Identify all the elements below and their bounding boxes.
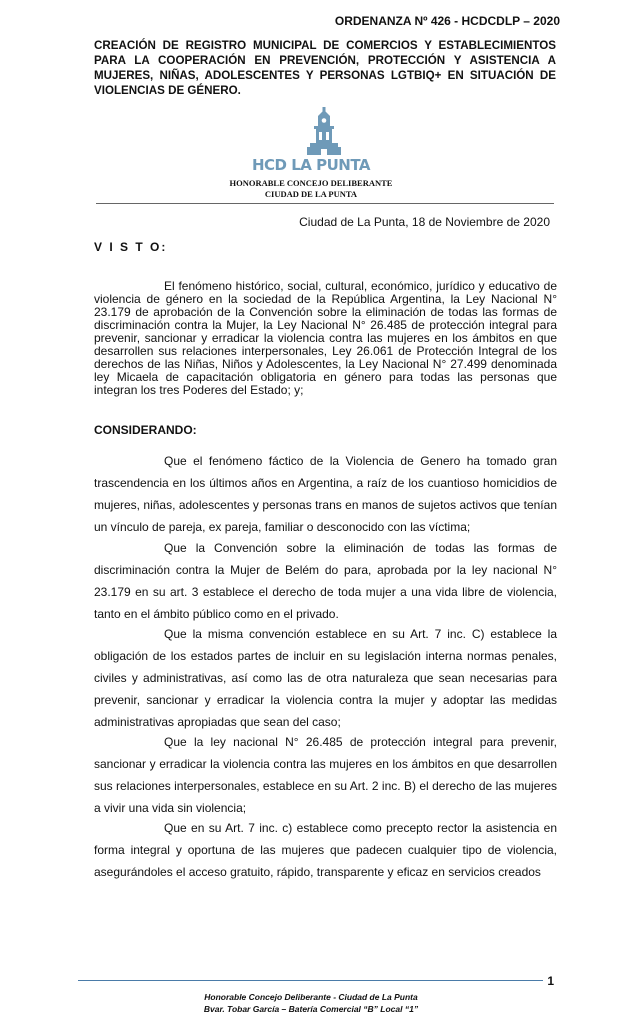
document-date: Ciudad de La Punta, 18 de Noviembre de 2020 bbox=[299, 215, 550, 229]
hcd-tower-logo-icon bbox=[305, 107, 343, 155]
hcd-logo-text: HCD LA PUNTA bbox=[251, 156, 371, 174]
ordinance-number: ORDENANZA Nº 426 - HCDCDLP – 2020 bbox=[334, 14, 560, 28]
considerando-paragraph: Que la misma convención establece en su Art. 7 inc. C) establece la obligación de los estados partes de incluir en su legislación interna normas penales, civiles y administrativas, así como las de otra naturaleza que sean necesarias para prevenir, sancionar y erradicar la violencia contra la mujer y adoptar las medidas administrativas apropiadas que sean del caso; bbox=[94, 627, 557, 729]
footer-divider bbox=[78, 980, 543, 981]
institution-city: CIUDAD DE LA PUNTA bbox=[264, 189, 358, 199]
footer-address: Bvar. Tobar García – Batería Comercial “B” Local “1” bbox=[203, 1004, 419, 1014]
document-title: CREACIÓN DE REGISTRO MUNICIPAL DE COMERCIOS Y ESTABLECIMIENTOS PARA LA COOPERACIÓN EN PREVENCIÓN, PROTECCIÓN Y ASISTENCIA A MUJERES, NIÑAS, ADOLESCENTES Y PERSONAS LGTBIQ+ EN SITUACIÓN DE VIOLENCIAS DE GÉNERO. bbox=[94, 39, 556, 97]
considerando-paragraph: Que la ley nacional N° 26.485 de protección integral para prevenir, sancionar y erradicar la violencia contra las mujeres en los ámbitos en que desarrollen sus relaciones interpersonales, establece en su Art. 2 inc. B) el derecho de las mujeres a vivir una vida sin violencia; bbox=[94, 735, 557, 815]
considerando-paragraph: Que el fenómeno fáctico de la Violencia de Genero ha tomado gran trascendencia en los últimos años en Argentina, a raíz de los cuantioso homicidios de mujeres, niñas, adolescentes y personas trans en manos de sujetos activos que tenían un vínculo de pareja, ex pareja, familiar o desconocido con las víctima; bbox=[94, 454, 557, 534]
considerando-heading: CONSIDERANDO: bbox=[94, 423, 197, 437]
considerando-paragraph: Que la Convención sobre la eliminación de todas las formas de discriminación contra la Mujer de Belém do para, aprobada por la ley nacional N° 23.179 en su art. 3 establece el derecho de toda mujer a una vida libre de violencia, tanto en el ámbito público como en el privado. bbox=[94, 541, 557, 621]
visto-heading: V I S T O: bbox=[94, 240, 168, 254]
page-number: 1 bbox=[547, 974, 554, 988]
considerando-paragraph: Que en su Art. 7 inc. c) establece como precepto rector la asistencia en forma integral y oportuna de las mujeres que padecen cualquier tipo de violencia, asegurándoles el acceso gratuito, rápido, transparente y eficaz en servicios creados bbox=[94, 821, 557, 879]
institution-name: HONORABLE CONCEJO DELIBERANTE bbox=[229, 178, 393, 188]
header-divider bbox=[96, 203, 554, 204]
visto-paragraph: El fenómeno histórico, social, cultural, económico, jurídico y educativo de violencia de género en la sociedad de la República Argentina, la Ley Nacional N° 23.179 de aprobación de la Convención sobre la eliminación de todas las formas de discriminación contra la Mujer, la Ley Nacional N° 26.485 de protección integral para prevenir, sancionar y erradicar la violencia contra las mujeres en los ámbitos en que desarrollen sus relaciones interpersonales, Ley 26.061 de Protección Integral de los derechos de las Niñas, Niños y Adolescentes, la Ley Nacional N° 27.499 denominada ley Micaela de capacitación obligatoria en género para todas las personas que integran los tres Poderes del Estado; y; bbox=[94, 279, 557, 397]
footer-institution: Honorable Concejo Deliberante - Ciudad de La Punta bbox=[204, 992, 418, 1002]
